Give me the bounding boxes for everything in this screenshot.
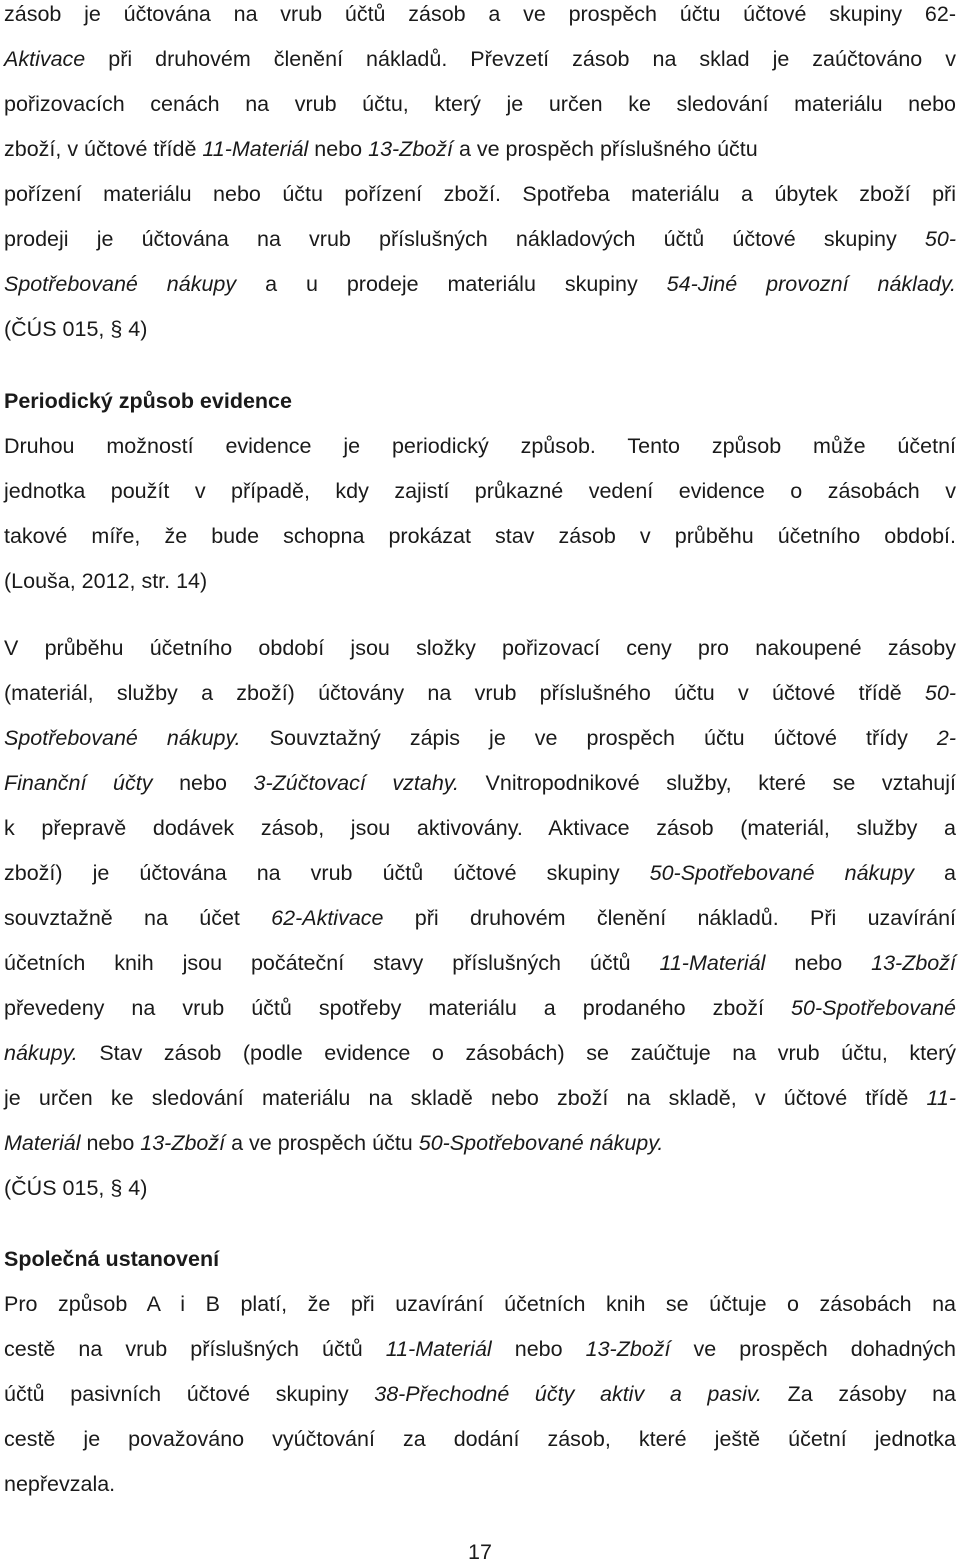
italic-term: 11-Materiál — [385, 1337, 492, 1361]
italic-term: 38-Přechodné účty aktiv a pasiv. — [374, 1382, 762, 1406]
italic-term: Spotřebované nákupy. — [4, 726, 241, 750]
text-span: převedeny na vrub účtů spotřeby materiálu a prodaného zboží — [4, 996, 792, 1020]
text-span: zásob je účtována na vrub účtů zásob a ve prospěch účtu účtové skupiny 62- — [4, 2, 956, 26]
text-span: pořízení materiálu nebo účtu pořízení zboží. Spotřeba materiálu a úbytek zboží při — [4, 182, 956, 206]
text-span: a ve prospěch účtu — [225, 1131, 419, 1155]
italic-term: 13-Zboží — [871, 951, 956, 975]
text-span: zboží, v účtové třídě — [4, 137, 203, 161]
text-span: souvztažně na účet — [4, 906, 272, 930]
text-span: a u prodeje materiálu skupiny — [236, 272, 667, 296]
italic-term: 2- — [936, 726, 957, 750]
text-line — [4, 180, 956, 208]
italic-term: 13-Zboží — [140, 1131, 226, 1155]
text-span: (ČÚS 015, § 4) — [4, 1176, 148, 1200]
text-line — [4, 90, 956, 118]
text-line — [4, 769, 956, 797]
text-line — [4, 45, 956, 73]
italic-term: 11- — [926, 1086, 956, 1110]
text-line — [4, 432, 956, 460]
text-span: účtů pasivních účtové skupiny — [4, 1382, 375, 1406]
text-span: cestě je považováno vyúčtování za dodání zásob, které ještě účetní jednotka — [4, 1427, 956, 1451]
text-span: takové míře, že bude schopna prokázat stav zásob v průběhu účetního období. — [4, 524, 956, 548]
italic-term: Spotřebované nákupy — [4, 272, 237, 296]
text-span: při druhovém členění nákladů. Převzetí zásob na sklad je zaúčtováno v — [85, 47, 956, 71]
text-line — [4, 1174, 956, 1202]
text-span: při druhovém členění nákladů. Při uzavírání — [383, 906, 957, 930]
italic-term: 13-Zboží — [585, 1337, 671, 1361]
text-span: je určen ke sledování materiálu na skladě nebo zboží na skladě, v účtové třídě — [4, 1086, 927, 1110]
text-line — [4, 949, 956, 977]
text-span: Druhou možností evidence je periodický způsob. Tento způsob může účetní — [4, 434, 956, 458]
italic-term: Finanční účty — [4, 771, 153, 795]
text-span: nebo — [491, 1337, 586, 1361]
heading-periodic-method: Periodický způsob evidence — [4, 389, 292, 413]
text-span: Vnitropodnikové služby, které se vztahují — [458, 771, 956, 795]
text-line — [4, 1470, 956, 1498]
text-line — [4, 1290, 956, 1318]
text-span: a ve prospěch příslušného účtu — [452, 137, 758, 161]
italic-term: 11-Materiál — [202, 137, 309, 161]
text-line — [4, 1084, 956, 1112]
text-line — [4, 270, 956, 298]
text-line — [4, 225, 956, 253]
text-line — [4, 1335, 956, 1363]
text-line — [4, 904, 956, 932]
text-span: účetních knih jsou počáteční stavy příslušných účtů — [4, 951, 660, 975]
italic-term: 62-Aktivace — [271, 906, 384, 930]
italic-term: 54-Jiné provozní náklady. — [666, 272, 956, 296]
text-span: V průběhu účetního období jsou složky pořizovací ceny pro nakoupené zásoby — [4, 636, 956, 660]
text-line — [4, 1380, 956, 1408]
text-span: k přepravě dodávek zásob, jsou aktivovány. Aktivace zásob (materiál, služby a — [4, 816, 956, 840]
text-span: nebo — [308, 137, 369, 161]
text-span: jednotka použít v případě, kdy zajistí průkazné vedení evidence o zásobách v — [4, 479, 956, 503]
italic-term: nákupy. — [4, 1041, 78, 1065]
text-line — [4, 859, 956, 887]
text-line — [4, 814, 956, 842]
text-line — [4, 1425, 956, 1453]
text-span: a — [913, 861, 956, 885]
italic-term: 50-Spotřebované nákupy — [649, 861, 914, 885]
text-span: nebo — [80, 1131, 141, 1155]
text-line — [4, 994, 956, 1022]
text-line — [4, 315, 956, 343]
text-line — [4, 679, 956, 707]
text-span: pořizovacích cenách na vrub účtu, který je určen ke sledování materiálu nebo — [4, 92, 956, 116]
text-span: nepřevzala. — [4, 1472, 116, 1496]
text-span: Souvztažný zápis je ve prospěch účtu účtové třídy — [240, 726, 937, 750]
text-line — [4, 724, 956, 752]
italic-term: 50- — [924, 681, 956, 705]
text-span: (Louša, 2012, str. 14) — [4, 569, 208, 593]
italic-term: Materiál — [4, 1131, 81, 1155]
text-line — [4, 1039, 956, 1067]
text-line — [4, 1129, 956, 1157]
text-span: nebo — [152, 771, 254, 795]
text-span: Stav zásob (podle evidence o zásobách) se zaúčtuje na vrub účtu, který — [77, 1041, 956, 1065]
heading-common-provisions: Společná ustanovení — [4, 1247, 220, 1271]
text-span: cestě na vrub příslušných účtů — [4, 1337, 386, 1361]
text-line — [4, 634, 956, 662]
text-span: ve prospěch dohadných — [670, 1337, 956, 1361]
text-span: prodeji je účtována na vrub příslušných nákladových účtů účtové skupiny — [4, 227, 925, 251]
text-span: (materiál, služby a zboží) účtovány na vrub příslušného účtu v účtové třídě — [4, 681, 925, 705]
text-line — [4, 567, 956, 595]
text-span: (ČÚS 015, § 4) — [4, 317, 148, 341]
page-number: 17 — [468, 1540, 492, 1564]
text-span: Za zásoby na — [761, 1382, 956, 1406]
text-line — [4, 522, 956, 550]
italic-term: 13-Zboží — [368, 137, 453, 161]
text-line — [4, 477, 956, 505]
text-span: Pro způsob A i B platí, že při uzavírání účetních knih se účtuje o zásobách na — [4, 1292, 956, 1316]
text-line — [4, 0, 956, 28]
italic-term: 50-Spotřebované nákupy. — [418, 1131, 664, 1155]
italic-term: 50-Spotřebované — [791, 996, 956, 1020]
italic-term: 3-Zúčtovací vztahy. — [253, 771, 459, 795]
text-line — [4, 135, 956, 163]
text-span: nebo — [765, 951, 872, 975]
italic-term: Aktivace — [4, 47, 86, 71]
text-span: zboží) je účtována na vrub účtů účtové skupiny — [4, 861, 650, 885]
italic-term: 50- — [924, 227, 956, 251]
italic-term: 11-Materiál — [659, 951, 766, 975]
